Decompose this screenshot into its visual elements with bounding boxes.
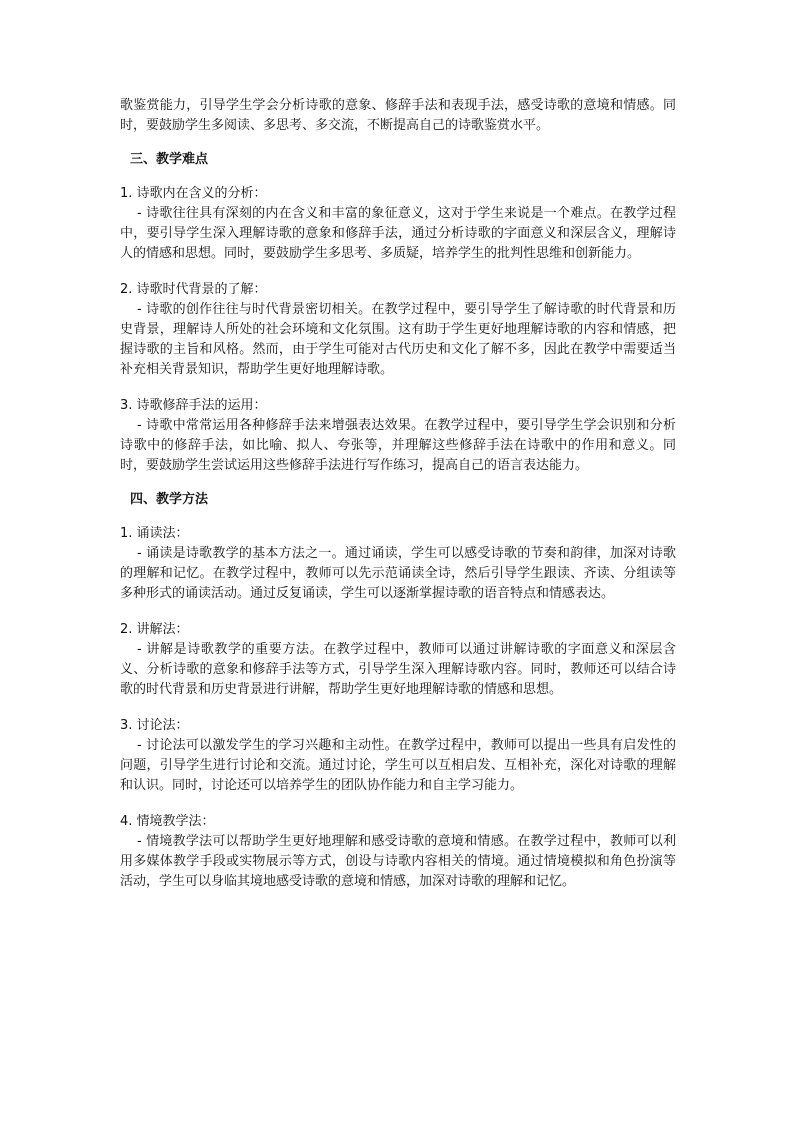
item-title: 3. 诗歌修辞手法的运用： [120,398,267,413]
item-title: 2. 讲解法： [120,622,189,637]
intro-paragraph: 歌鉴赏能力，引导学生学会分析诗歌的意象、修辞手法和表现手法，感受诗歌的意境和情感。同时，要鼓励学生多阅读、多思考、多交流，不断提高自己的诗歌鉴赏水平。 [120,98,676,133]
section-heading: 四、教学方法 [130,492,209,507]
list-item [120,184,676,264]
item-body: - 诗歌的创作往往与时代背景密切相关。在教学过程中，要引导学生了解诗歌的时代背景和历史背景，理解诗人所处的社会环境和文化氛围。这有助于学生更好地理解诗歌的内容和情感，把握诗歌的主旨和风格。然而，由于学生可能对古代历史和文化了解不多，因此在教学中需要适当补充相关背景知识，帮助学生更好地理解诗歌。 [120,302,676,377]
list-item [120,812,676,892]
item-body: - 情境教学法可以帮助学生更好地理解和感受诗歌的意境和情感。在教学过程中，教师可以利用多媒体教学手段或实物展示等方式，创设与诗歌内容相关的情境。通过情境模拟和角色扮演等活动，学生可以身临其境地感受诗歌的意境和情感，加深对诗歌的理解和记忆。 [120,834,676,889]
item-title: 3. 讨论法： [120,718,189,733]
section-teaching-methods [120,490,676,892]
item-body: - 诗歌中常常运用各种修辞手法来增强表达效果。在教学过程中，要引导学生学会识别和分析诗歌中的修辞手法，如比喻、拟人、夸张等，并理解这些修辞手法在诗歌中的作用和意义。同时，要鼓励学生尝试运用这些修辞手法进行写作练习，提高自己的语言表达能力。 [120,418,676,473]
item-body: - 诗歌往往具有深刻的内在含义和丰富的象征意义，这对于学生来说是一个难点。在教学过程中，要引导学生深入理解诗歌的意象和修辞手法，通过分析诗歌的字面意义和深层含义，理解诗人的情感和思想。同时，要鼓励学生多思考、多质疑，培养学生的批判性思维和创新能力。 [120,206,676,261]
list-item [120,716,676,796]
item-title: 1. 诗歌内在含义的分析： [120,186,267,201]
document-page [120,96,676,892]
list-item [120,620,676,700]
item-title: 2. 诗歌时代背景的了解： [120,282,267,297]
section-teaching-difficulties [120,150,676,476]
list-item [120,524,676,604]
item-title: 1. 诵读法： [120,526,189,541]
item-body: - 讲解是诗歌教学的重要方法。在教学过程中，教师可以通过讲解诗歌的字面意义和深层含义、分析诗歌的意象和修辞手法等方式，引导学生深入理解诗歌内容。同时，教师还可以结合诗歌的时代背景和历史背景进行讲解，帮助学生更好地理解诗歌的情感和思想。 [120,642,676,697]
item-body: - 诵读是诗歌教学的基本方法之一。通过诵读，学生可以感受诗歌的节奏和韵律，加深对诗歌的理解和记忆。在教学过程中，教师可以先示范诵读全诗，然后引导学生跟读、齐读、分组读等多种形式的诵读活动。通过反复诵读，学生可以逐渐掌握诗歌的语音特点和情感表达。 [120,546,676,601]
item-title: 4. 情境教学法： [120,814,215,829]
list-item [120,396,676,476]
section-heading: 三、教学难点 [130,152,209,167]
item-body: - 讨论法可以激发学生的学习兴趣和主动性。在教学过程中，教师可以提出一些具有启发性的问题，引导学生进行讨论和交流。通过讨论，学生可以互相启发、互相补充，深化对诗歌的理解和认识。同时，讨论还可以培养学生的团队协作能力和自主学习能力。 [120,738,676,793]
list-item [120,280,676,380]
